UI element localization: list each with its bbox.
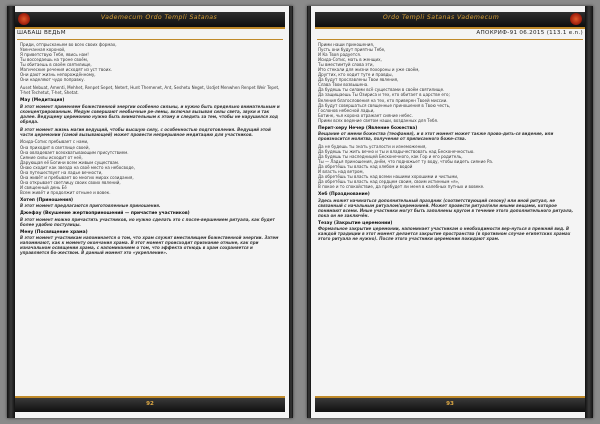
section-instruction: В этот момент участникам напоминается о том, что храм служит вместилищем божественной энергии. Затем напоминают, как к моменту окончания храма. В этот момент происходит признание отныне, как при изначальном освящении храма, с напоминанием о том, что эффекта отнюдь в храм сохраняется и управляется бо-жеством. В данный момент это «укрепление».	[20, 235, 279, 256]
left-footer-band	[15, 396, 285, 412]
section-instruction: Формальное закрытие церемонии, напоминает участникам о необходимости вер-нуться в прежний вид. В каждой традиции в этот момент делается закрытие пространства (в противном случае египетских храмах этого ритуала не нужно). После этого участники церемонии покидают храм.	[318, 226, 571, 242]
section-heading: Джефау (Вкушение жертвоприношений — причастие участников)	[20, 211, 190, 217]
section-heading: Хотеп (Приношения)	[20, 197, 74, 203]
section-instruction: В этот момент применяем божественной энергии особенно сильны, и нужно быть предельно внимательным и сконцентрированным. Медум совершают необычные ре-лемы, включая вызывая силы света, звуки и так далее. Ведущему церемонию нужно быть внимательным к этому и следить за тем, чтобы не нарушился ход обряда.	[20, 103, 280, 124]
page-number: 92	[146, 401, 154, 407]
right-header-band	[315, 12, 585, 29]
section-title: АПОКРИФ-91 06.2015 (113.1 e.n.)	[317, 30, 583, 40]
hymn-text: Да не будешь ты знать усталости и изнеможения, Да будешь ты жить вечно и ты и владычествовать над Бесконечностью. Да будешь ты наследницей Бесконечного, как Гор и его родитель, Ты — Ладья приношения, днём, что подножьет ту воду, чтобы видеть сияние Ра. Да обретёшь ты власть над хлебом и водой И власть над ветром, Да обретёшь ты власть над всеми нашими хорошими и чистыми, Да обретёшь ты власть над сердцем своим, своим истинным «я», В покое и то спокойствие, да пребудет ли меня в калебных путных и вовеке.	[318, 143, 494, 190]
section-instruction: В этот момент жизнь магии ведущий, чтобы высшую силу, с особенностью подготовления. Ведущий этой части церемонии (самой вызывающей) может провести непрерывное медитацию для участников.	[20, 126, 271, 137]
section-heading: Мау (Медитация)	[20, 98, 65, 104]
section-heading: Тезау (Закрытие церемонии)	[318, 220, 393, 226]
invocation-text: Прими наши приношения, Пусть они будут приятны Тебе, И Ка Твоя радуется. Исида-Сотис, мать в женщих, Ты вместимтуй слова эти, Ито стекали для жизни похороны и уже своём, Другтих, кто ходит туте и правды, Да будут прославлены Твои явления, Слава Твои возвышена. Да будешь ты силами всё существами в своём святилище. Да защищаешь Ты Озириса и тех, кто обитает в царстве его; Веления благословения на тех, кто приверен Твоей миссии. Да будут совершаться священные приношения в Твою честь, Гослонов небесной ладьи, Ботинк, чья корона отражает сияние небес. Прими всех ведение светом наши, возданных для Тебя.	[318, 42, 451, 123]
invocation-text: Приди, отпрысканьем во всех своих формах, Увенчанная короной, Я приветствую Тебя, явись нам! Ты восседаешь на троне своём, Ты обитаешь в своём святилище, Магические речения исходят из уст твоих. Они дают жизнь непорождённому, Они наделяют чудо поправку.	[20, 42, 117, 83]
hymn-text: Исида-Сотис пребывает с нами, Она приходит в светлице своей, Она овладевает всеохватывающим присутствием. Сияние силы исходит от неё, Дарующая её Богини всем живым существам. Онаю сходит как звезда на своё место на небосводе, Она путешествует на ладье вечности, Она живёт и пребывает во многих мирах созидания, Она открывает светлицу своих своих явлений, И священный день Её Всем живёт и продолжит отныне и вовек.	[20, 139, 135, 195]
names-line: Auset Nebuat, Amenti, Mehhet, Renpet Sepet, Netert, Hunt Themenet, Ant, Seshetu Neget, Usdjet Menwhen Renpet Weir Tepet, T-het Techetut, T-het, Shetat.	[20, 85, 280, 96]
order-emblem-icon	[18, 13, 30, 25]
page-number: 93	[446, 401, 454, 407]
running-title: Vademecum Ordo Templi Satanas	[100, 14, 218, 21]
section-instruction: Вещание от имени божества (теофания), и в этот момент может также прово-дить-ся видение, или произносится молитва, получения от приписанного боже-ства.	[318, 131, 554, 142]
section-title: ШАБАШ ВЕДЬМ	[17, 30, 283, 40]
left-body	[20, 42, 282, 390]
left-page	[7, 6, 293, 418]
section-heading: Хеб (Празднование)	[318, 192, 370, 198]
right-footer-band	[315, 396, 585, 412]
section-instruction: В этот момент предлагаются приготовленные приношения.	[20, 203, 161, 209]
order-emblem-icon	[570, 13, 582, 25]
left-header-band	[15, 12, 285, 29]
section-instruction: Здесь может начинаться дополнительный праздник (соответствующий сезону) или иной ритуал, не связанный с начальным ритуалом/церемонией. Может провести ритуал/или иными вещами, которое понимают всеми. Иные участники могут быть заполнены кругом в течение этого дополнительного ритуала, пока он не заключён.	[318, 197, 574, 218]
right-page	[307, 6, 593, 418]
section-heading: Мену (Посвящение храма)	[20, 229, 88, 235]
section-instruction: В этот момент можно причастить участников, но нужно сделать это с после-вершением ритуала, как будет более удобно постулицы.	[20, 216, 275, 227]
running-title: Ordo Templi Satanas Vademecum	[382, 14, 500, 21]
section-heading: Перит-херу Нечер (Явление божества)	[318, 125, 418, 131]
right-body	[318, 42, 580, 390]
